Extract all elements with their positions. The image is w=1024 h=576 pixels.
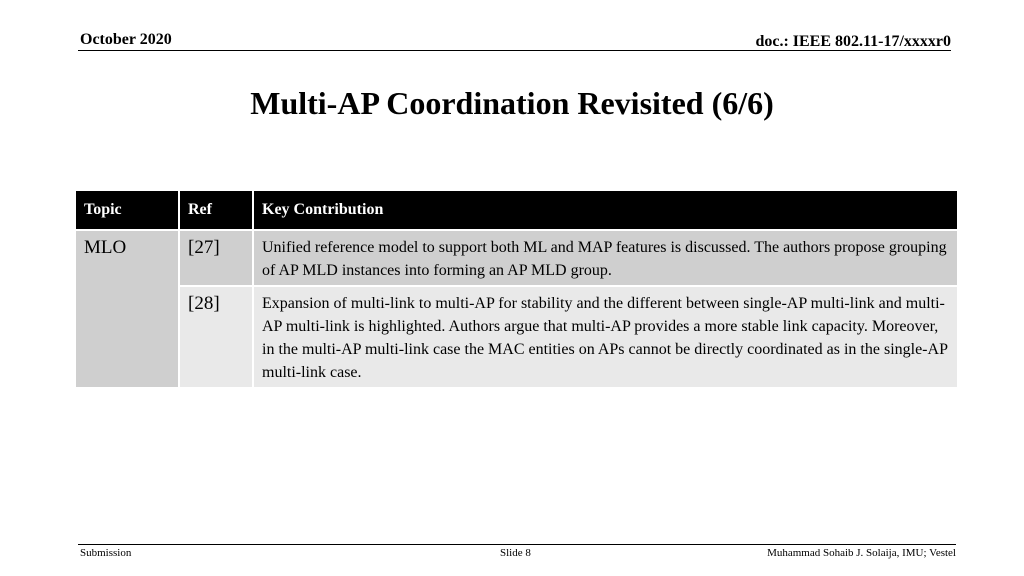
footer-divider <box>78 544 956 545</box>
column-header-topic: Topic <box>76 191 179 230</box>
table-row <box>76 230 957 286</box>
contribution-cell: Unified reference model to support both ML and MAP features is discussed. The authors propose grouping of AP MLD instances into forming an AP MLD group. <box>253 230 957 286</box>
footer-slide-number: Slide 8 <box>500 547 531 559</box>
header-divider <box>78 50 951 51</box>
footer-author: Muhammad Sohaib J. Solaija, IMU; Vestel <box>767 547 956 559</box>
topic-cell: MLO <box>76 230 179 387</box>
ref-cell: [28] <box>179 286 253 387</box>
table-header-row <box>76 191 957 230</box>
ref-cell: [27] <box>179 230 253 286</box>
slide-title: Multi-AP Coordination Revisited (6/6) <box>250 85 774 121</box>
header-date: October 2020 <box>80 31 172 48</box>
table-row <box>76 286 957 387</box>
contribution-table <box>76 191 957 387</box>
contribution-cell: Expansion of multi-link to multi-AP for stability and the different between single-AP multi-link and multi-AP multi-link is highlighted. Authors argue that multi-AP provides a more stable link capacity. Moreover, in the multi-AP multi-link case the MAC entities on APs cannot be directly coordinated as in the single-AP multi-link case. <box>253 286 957 387</box>
column-header-key-contribution: Key Contribution <box>253 191 957 230</box>
footer-submission: Submission <box>80 547 132 559</box>
header-document-id: doc.: IEEE 802.11-17/xxxxr0 <box>755 33 951 50</box>
column-header-ref: Ref <box>179 191 253 230</box>
